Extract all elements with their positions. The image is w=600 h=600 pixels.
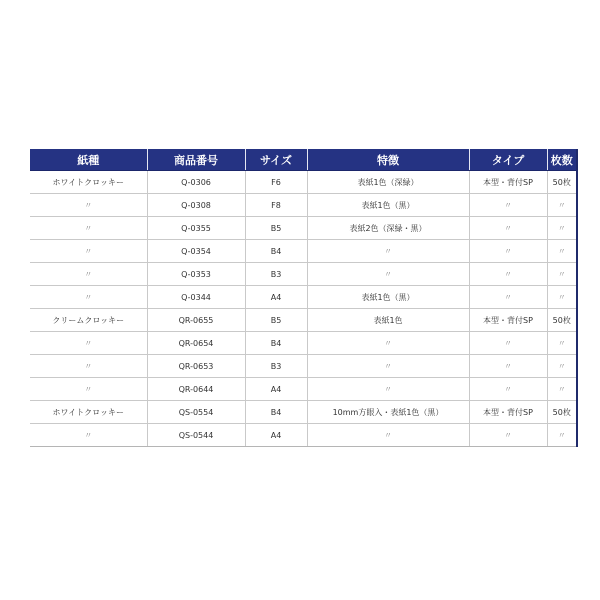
cell-paper-type: 〃 <box>30 263 147 286</box>
cell-product-number: Q-0306 <box>147 171 245 194</box>
cell-paper-type: クリームクロッキー <box>30 309 147 332</box>
cell-sheet-count: 〃 <box>547 263 576 286</box>
cell-type: 〃 <box>469 194 547 217</box>
cell-sheet-count: 〃 <box>547 355 576 378</box>
cell-paper-type: 〃 <box>30 378 147 401</box>
cell-paper-type: 〃 <box>30 355 147 378</box>
cell-type: 〃 <box>469 263 547 286</box>
cell-size: B3 <box>245 263 307 286</box>
table-row <box>30 171 576 194</box>
cell-size: B5 <box>245 217 307 240</box>
cell-features: 表紙1色（黒） <box>307 194 469 217</box>
header-features: 特徴 <box>307 149 469 171</box>
cell-product-number: Q-0355 <box>147 217 245 240</box>
cell-sheet-count: 〃 <box>547 424 576 447</box>
header-paper-type: 紙種 <box>30 149 147 171</box>
table-header-row <box>30 149 576 171</box>
cell-product-number: QS-0554 <box>147 401 245 424</box>
cell-product-number: QR-0654 <box>147 332 245 355</box>
cell-features: 表紙1色（深緑） <box>307 171 469 194</box>
table-body <box>30 171 576 447</box>
cell-features: 〃 <box>307 240 469 263</box>
cell-product-number: Q-0353 <box>147 263 245 286</box>
cell-size: A4 <box>245 378 307 401</box>
cell-product-number: Q-0344 <box>147 286 245 309</box>
cell-size: B4 <box>245 401 307 424</box>
cell-type: 〃 <box>469 217 547 240</box>
cell-product-number: QR-0644 <box>147 378 245 401</box>
cell-sheet-count: 〃 <box>547 240 576 263</box>
cell-paper-type: 〃 <box>30 424 147 447</box>
cell-product-number: QS-0544 <box>147 424 245 447</box>
cell-features: 〃 <box>307 332 469 355</box>
cell-size: B5 <box>245 309 307 332</box>
cell-size: B3 <box>245 355 307 378</box>
cell-features: 〃 <box>307 424 469 447</box>
cell-product-number: Q-0308 <box>147 194 245 217</box>
cell-features: 表紙1色 <box>307 309 469 332</box>
cell-sheet-count: 50枚 <box>547 309 576 332</box>
header-type: タイプ <box>469 149 547 171</box>
cell-features: 〃 <box>307 378 469 401</box>
cell-product-number: QR-0655 <box>147 309 245 332</box>
cell-paper-type: 〃 <box>30 332 147 355</box>
cell-features: 〃 <box>307 263 469 286</box>
cell-type: 〃 <box>469 355 547 378</box>
cell-type: 〃 <box>469 240 547 263</box>
cell-paper-type: 〃 <box>30 286 147 309</box>
cell-product-number: Q-0354 <box>147 240 245 263</box>
cell-paper-type: 〃 <box>30 217 147 240</box>
cell-paper-type: 〃 <box>30 240 147 263</box>
cell-size: A4 <box>245 286 307 309</box>
table-row <box>30 286 576 309</box>
header-sheet-count: 枚数 <box>547 149 576 171</box>
table-row <box>30 401 576 424</box>
cell-sheet-count: 50枚 <box>547 171 576 194</box>
cell-type: 〃 <box>469 378 547 401</box>
table-row <box>30 355 576 378</box>
product-spec-table-container <box>30 149 578 447</box>
cell-sheet-count: 〃 <box>547 217 576 240</box>
table-row <box>30 378 576 401</box>
table-row <box>30 194 576 217</box>
cell-features: 10mm方眼入・表紙1色（黒） <box>307 401 469 424</box>
table-row <box>30 332 576 355</box>
table-row <box>30 240 576 263</box>
cell-size: A4 <box>245 424 307 447</box>
cell-sheet-count: 〃 <box>547 194 576 217</box>
product-spec-table <box>30 149 576 447</box>
table-row <box>30 309 576 332</box>
cell-features: 表紙1色（黒） <box>307 286 469 309</box>
cell-size: B4 <box>245 240 307 263</box>
cell-size: B4 <box>245 332 307 355</box>
cell-sheet-count: 〃 <box>547 286 576 309</box>
cell-sheet-count: 〃 <box>547 378 576 401</box>
header-product-number: 商品番号 <box>147 149 245 171</box>
cell-paper-type: ホワイトクロッキー <box>30 171 147 194</box>
cell-paper-type: ホワイトクロッキー <box>30 401 147 424</box>
cell-type: 本型・背付SP <box>469 171 547 194</box>
cell-sheet-count: 50枚 <box>547 401 576 424</box>
cell-sheet-count: 〃 <box>547 332 576 355</box>
cell-paper-type: 〃 <box>30 194 147 217</box>
header-size: サイズ <box>245 149 307 171</box>
table-row <box>30 263 576 286</box>
table-row <box>30 424 576 447</box>
cell-features: 表紙2色（深緑・黒） <box>307 217 469 240</box>
cell-type: 〃 <box>469 424 547 447</box>
cell-type: 〃 <box>469 332 547 355</box>
cell-type: 本型・背付SP <box>469 309 547 332</box>
cell-type: 〃 <box>469 286 547 309</box>
cell-size: F6 <box>245 171 307 194</box>
cell-size: F8 <box>245 194 307 217</box>
cell-features: 〃 <box>307 355 469 378</box>
cell-product-number: QR-0653 <box>147 355 245 378</box>
cell-type: 本型・背付SP <box>469 401 547 424</box>
table-row <box>30 217 576 240</box>
